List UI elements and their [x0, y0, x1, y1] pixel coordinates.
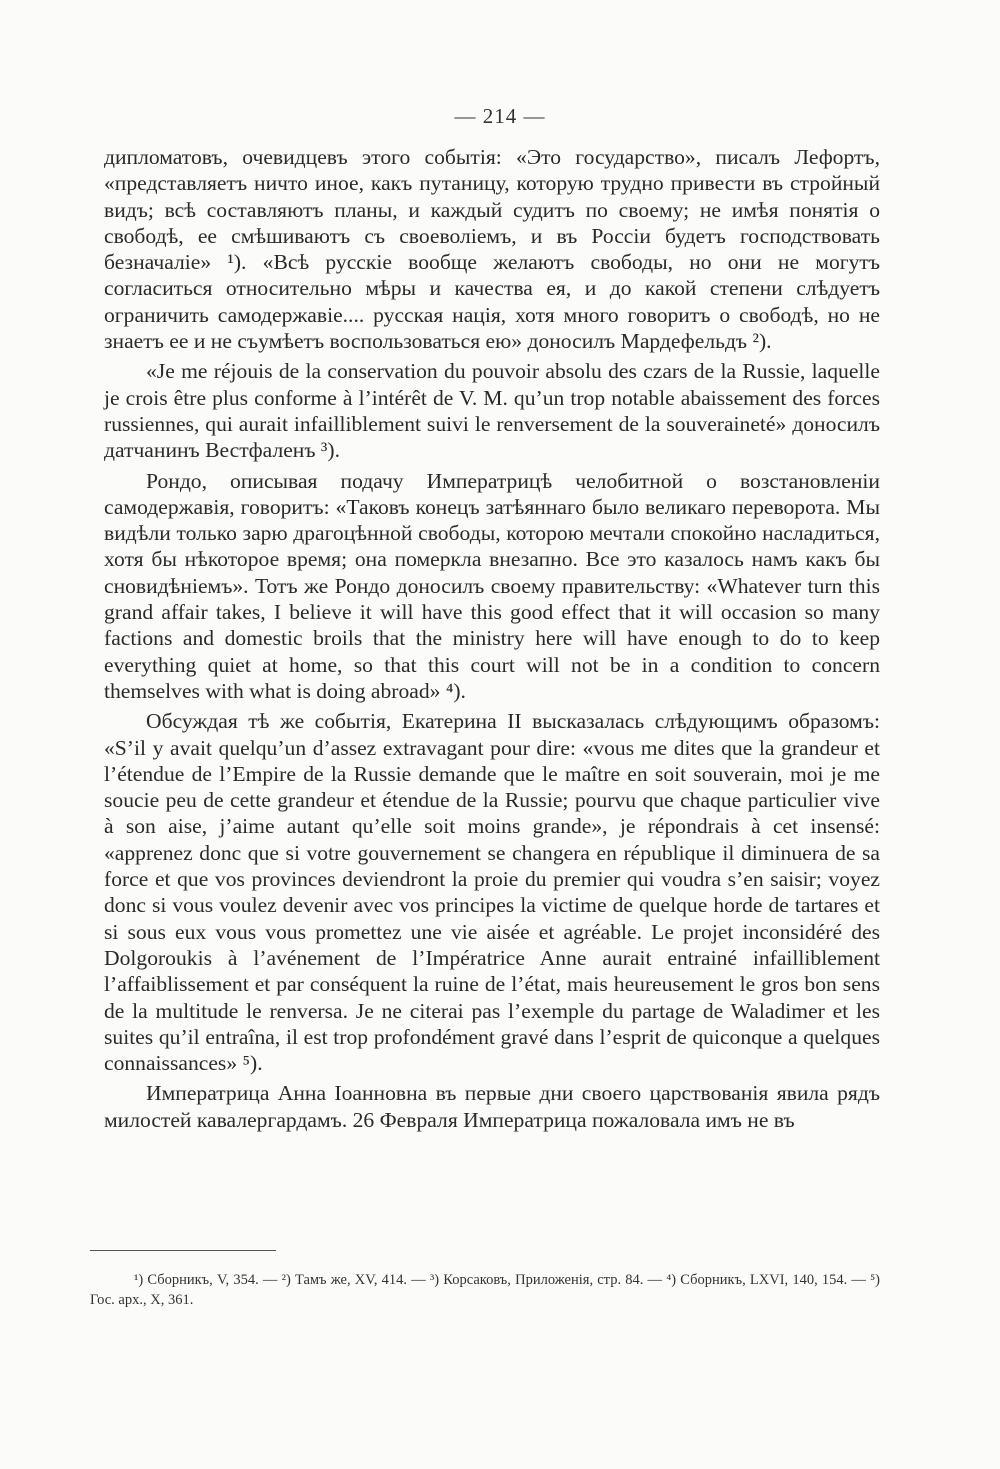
paragraph-5: Императрица Анна Іоанновна въ первые дни своего царствованія явила рядъ милостей кавалергардамъ. 26 Февраля Императрица пожаловала имъ не въ	[104, 1081, 880, 1132]
paragraph-2: «Je me réjouis de la conservation du pouvoir absolu des czars de la Russie, laquelle je crois être plus conforme à l’intérêt de V. M. qu’un trop notable abaissement des forces russiennes, qui aurait infailliblement suivi le renversement de la souveraineté» доносилъ датчанинъ Вестфаленъ ³).	[104, 359, 880, 463]
paragraph-1: дипломатовъ, очевидцевъ этого событія: «Это государство», писалъ Лефортъ, «представляетъ ничто иное, какъ путаницу, которую трудно привести въ стройный видъ; всѣ составляютъ планы, и каждый судитъ по своему; не имѣя понятія о свободѣ, ее смѣшиваютъ съ своеволіемъ, и въ Россіи будетъ господствовать безначаліе» ¹). «Всѣ русскіе вообще желаютъ свободы, но они не могутъ согласиться относительно мѣры и качества ея, и до какой степени слѣдуетъ ограничить самодержавіе.... русская нація, хотя много говоритъ о свободѣ, но не знаетъ ее и не съумѣетъ воспользоваться ею» доносилъ Мардефельдъ ²).	[104, 145, 880, 354]
footnote-divider	[90, 1250, 276, 1251]
body-text	[104, 144, 880, 1133]
footnote-text: ¹) Сборникъ, V, 354. — ²) Тамъ же, XV, 414. — ³) Корсаковъ, Приложенія, стр. 84. — ⁴) Сборникъ, LXVI, 140, 154. — ⁵) Гос. арх., X, 361.	[90, 1272, 880, 1308]
footnotes	[90, 1270, 880, 1310]
paragraph-4: Обсуждая тѣ же событія, Екатерина II высказалась слѣдующимъ образомъ: «S’il y avait quelqu’un d’assez extravagant pour dire: «vous me dites que la grandeur et l’étendue de l’Empire de la Russie demande que le maître en soit souverain, moi je me soucie peu de cette grandeur et étendue de la Russie; pourvu que chaque particulier vive à son aise, j’aime autant qu’elle soit moins grande», je répondrais à cet insensé: «apprenez donc que si votre gouvernement se changera en république il diminuera de sa force et que vos provinces deviendront la proie du premier qui voudra s’en saisir; voyez donc si vous voulez devenir avec vos principes la victime de quelque horde de tartares et si sous eux vous vous promettez une vie aisée et agréable. Le projet inconsidéré des Dolgoroukis à l’avénement de l’Impératrice Anne aurait entrainé infailliblement l’affaiblissement et par conséquent la ruine de l’état, mais heureusement le gros bon sens de la multitude le renversa. Je ne citerai pas l’exemple du partage de Waladimer et les suites qu’il entraîna, il est trop profondément gravé dans l’esprit de quiconque a quelques connaissances» ⁵).	[104, 709, 880, 1076]
page-number: — 214 —	[454, 104, 546, 128]
paragraph-3: Рондо, описывая подачу Императрицѣ челобитной о возстановленіи самодержавія, говоритъ: «Таковъ конецъ затѣяннаго было великаго переворота. Мы видѣли только зарю драгоцѣнной свободы, которою мечтали спокойно насладиться, хотя бы нѣкоторое время; она померкла внезапно. Все это казалось намъ какъ бы сновидѣніемъ». Тотъ же Рондо доносилъ своему правительству: «Whatever turn this grand affair takes, I believe it will have this good effect that it will occasion so many factions and domestic broils that the ministry here will have enough to do to keep everything quiet at home, so that this court will not be in a condition to concern themselves with what is doing abroad» ⁴).	[104, 468, 880, 703]
